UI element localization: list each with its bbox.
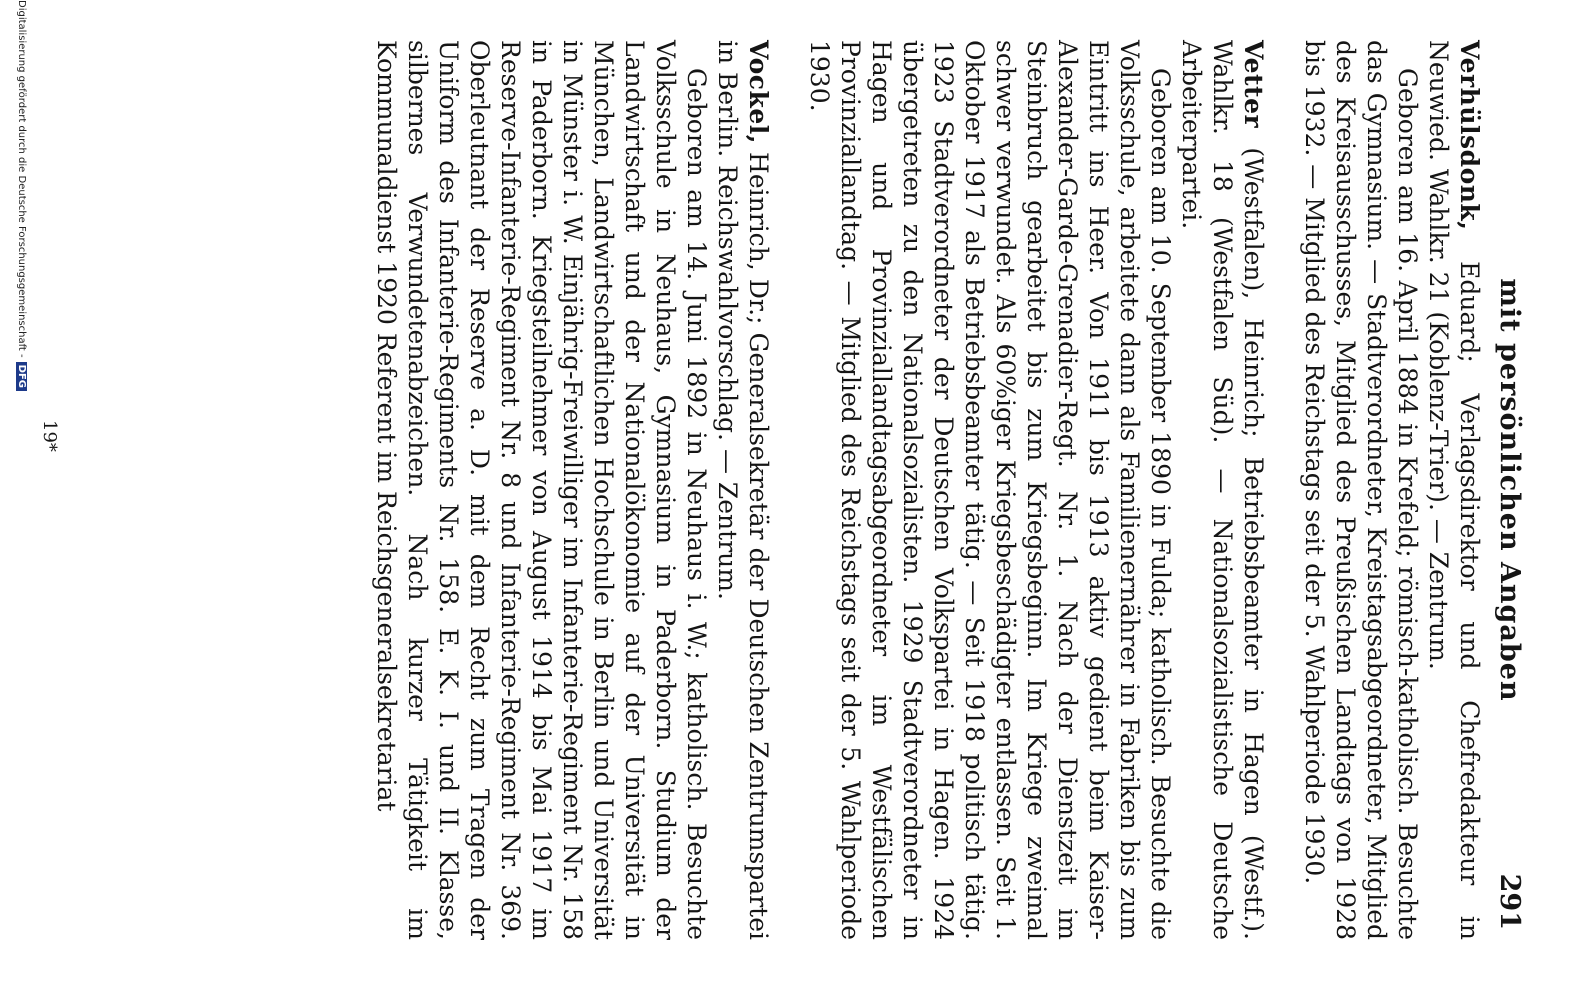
entry-name: Verhülsdonk, — [1455, 40, 1484, 231]
entry-body: Geboren am 16. April 1884 in Krefeld; römisch-katholisch. Besuchte das Gymnasium. — Stadtverordneter, Kreistagsabgeordneter, Mitglied des Kreisausschusses, Mitglied des Preußischen Landtags von 1928 bis 1932. — Mitglied des Reichstags seit der 5. Wahlperiode 1930. — [1300, 40, 1422, 940]
dfg-credit — [16, 0, 27, 391]
entry-vetter — [804, 40, 1269, 940]
page-header — [1485, 40, 1525, 940]
entry-intro-text: Heinrich, Dr.; Generalsekretär der Deutschen Zentrumspartei in Berlin. Reichswahlvorschlag. — Zentrum. — [713, 40, 773, 940]
entry-intro-text: Eduard; Verlagsdirektor und Chefredakteur in Neuwied. Wahlkr. 21 (Koblenz-Trier). — Zentrum. — [1424, 40, 1484, 940]
dfg-logo: DFG — [16, 362, 27, 391]
entry-intro — [1176, 40, 1269, 940]
entry-intro — [712, 40, 774, 940]
document-page — [341, 40, 1525, 940]
entry-body: Geboren am 10. September 1890 in Fulda; katholisch. Besuchte die Volksschule, arbeitete dann als Familienernährer in Fabriken bis zum Eintritt ins Heer. Von 1911 bis 1913 aktiv gedient beim Kaiser-Alexander-Garde-Grenadier-Regt. Nr. 1. Nach der Dienstzeit im Steinbruch gearbeitet bis zum Kriegsbeginn. Im Kriege zweimal schwer verwundet. Als 60%iger Kriegsbeschädigter entlassen. Seit 1. Oktober 1917 als Betriebsbeamter tätig. — Seit 1918 politisch tätig. 1923 Stadtverordneter der Deutschen Volkspartei in Hagen. 1924 übergetreten zu den Nationalsozialisten. 1929 Stadtverordneter in Hagen und Provinziallandtagsabgeordneter im Westfälischen Provinziallandtag. — Mitglied des Reichstags seit der 5. Wahlperiode 1930. — [805, 40, 1175, 940]
signature-mark: 19* — [39, 420, 60, 452]
entry-name: Vockel, — [744, 40, 773, 144]
entry-intro-text: (Westfalen), Heinrich; Betriebsbeamter in Hagen (Westf.). Wahlkr. 18 (Westfalen Süd). — Nationalsozialistische Deutsche Arbeiterpartei. — [1177, 40, 1268, 940]
entry-vockel — [371, 40, 774, 940]
dfg-credit-text: Digitalisierung gefördert durch die Deutsche Forschungsgemeinschaft - — [16, 0, 27, 358]
running-title: mit persönlichen Angaben — [1494, 278, 1525, 702]
entry-body: Geboren am 14. Juni 1892 in Neuhaus i. W.; katholisch. Besuchte Volksschule in Neuhaus, Gymnasium in Paderborn. Studium der Landwirtschaft und der Nationalökonomie auf der Universität in München, Landwirtschaftlichen Hochschule in Berlin und Universität in Münster i. W. Einjährig-Freiwilliger im Infanterie-Regiment Nr. 158 in Paderborn. Kriegsteilnehmer von August 1914 bis Mai 1917 im Reserve-Infanterie-Regiment Nr. 8 und Infanterie-Regiment Nr. 369. Oberleutnant der Reserve a. D. mit dem Recht zum Tragen der Uniform des Infanterie-Regiments Nr. 158. E. K. I. und II. Klasse, silbernes Verwundetenabzeichen. Nach kurzer Tätigkeit im Kommunaldienst 1920 Referent im Reichsgeneralsekretariat — [372, 40, 711, 940]
entry-name: Vetter — [1239, 40, 1268, 129]
entry-verhuelsdonk — [1299, 40, 1485, 940]
entry-intro — [1423, 40, 1485, 940]
page-number: 291 — [1494, 873, 1525, 930]
